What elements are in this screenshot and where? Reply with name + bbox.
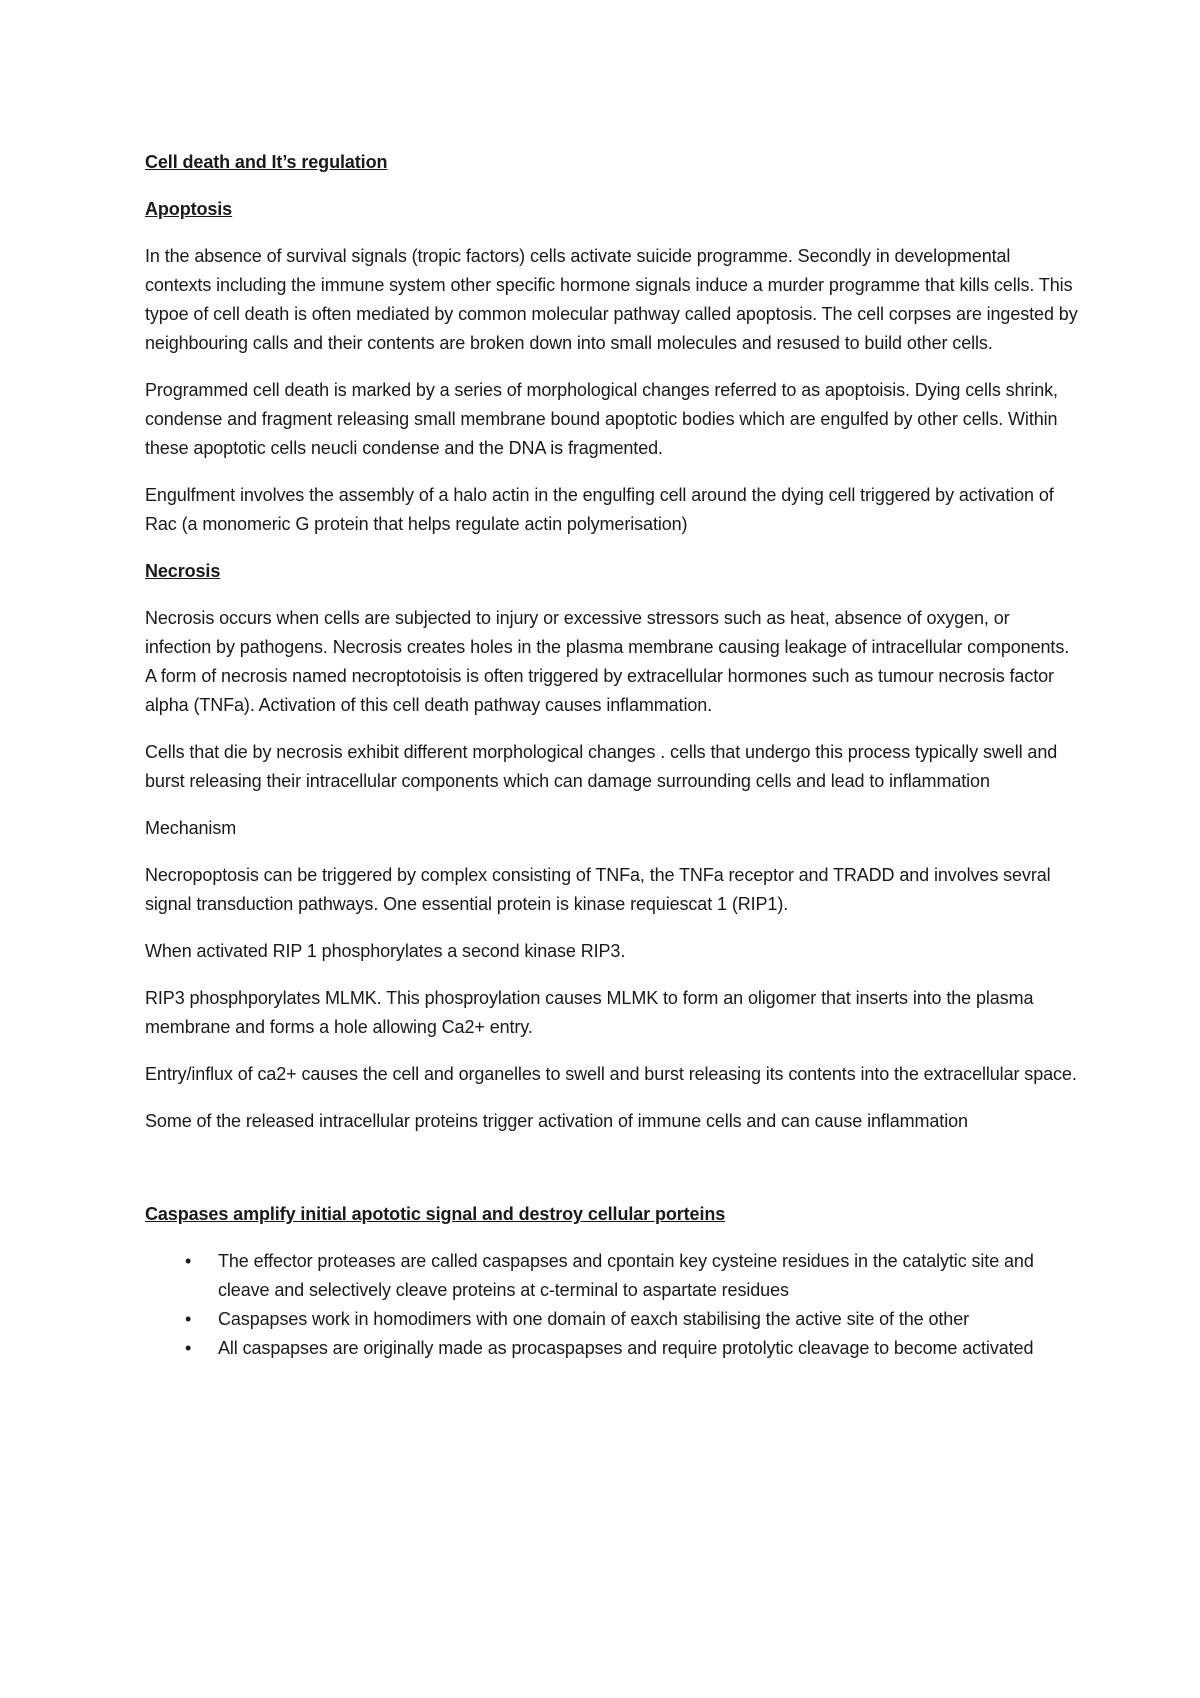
list-item xyxy=(145,1334,1080,1363)
mechanism-paragraph: Some of the released intracellular proteins trigger activation of immune cells and can cause inflammation xyxy=(145,1111,968,1131)
section-heading-caspases: Caspases amplify initial apototic signal and destroy cellular porteins xyxy=(145,1204,726,1224)
list-item-text: All caspapses are originally made as procaspapses and require protolytic cleavage to become activated xyxy=(218,1338,1034,1358)
apoptosis-paragraph: In the absence of survival signals (tropic factors) cells activate suicide programme. Secondly in developmental contexts including the immune system other specific hormone signals induce a murder programme that kills cells. This typoe of cell death is often mediated by common molecular pathway called apoptosis. The cell corpses are ingested by neighbouring calls and their contents are broken down into small molecules and resused to build other cells. xyxy=(145,246,1078,353)
apoptosis-paragraph: Programmed cell death is marked by a series of morphological changes referred to as apoptoisis. Dying cells shrink, condense and fragment releasing small membrane bound apoptotic bodies which are engulfed by other cells. Within these apoptotic cells neucli condense and the DNA is fragmented. xyxy=(145,380,1058,458)
document-page xyxy=(145,148,1080,1363)
necrosis-paragraph: Cells that die by necrosis exhibit different morphological changes . cells that undergo this process typically swell and burst releasing their intracellular components which can damage surrounding cells and lead to inflammation xyxy=(145,742,1058,791)
list-item-text: The effector proteases are called caspapses and cpontain key cysteine residues in the catalytic site and cleave and selectively cleave proteins at c-terminal to aspartate residues xyxy=(218,1251,1034,1300)
bullet-icon: • xyxy=(185,1309,192,1329)
blank-line xyxy=(145,1154,1080,1200)
apoptosis-paragraph: Engulfment involves the assembly of a halo actin in the engulfing cell around the dying cell triggered by activation of Rac (a monomeric G protein that helps regulate actin polymerisation) xyxy=(145,485,1054,534)
caspases-bullet-list xyxy=(145,1247,1080,1363)
bullet-icon: • xyxy=(185,1251,192,1271)
section-heading-mechanism: Mechanism xyxy=(145,818,237,838)
mechanism-paragraph: Entry/influx of ca2+ causes the cell and organelles to swell and burst releasing its contents into the extracellular space. xyxy=(145,1064,1077,1084)
mechanism-paragraph: When activated RIP 1 phosphorylates a second kinase RIP3. xyxy=(145,941,626,961)
bullet-icon: • xyxy=(185,1338,192,1358)
section-heading-apoptosis: Apoptosis xyxy=(145,199,233,219)
section-heading-necrosis: Necrosis xyxy=(145,561,221,581)
necrosis-paragraph: Necrosis occurs when cells are subjected to injury or excessive stressors such as heat, absence of oxygen, or infection by pathogens. Necrosis creates holes in the plasma membrane causing leakage of intracellular components. A form of necrosis named necroptotoisis is often triggered by extracellular hormones such as tumour necrosis factor alpha (TNFa). Activation of this cell death pathway causes inflammation. xyxy=(145,608,1070,715)
mechanism-paragraph: Necropoptosis can be triggered by complex consisting of TNFa, the TNFa receptor and TRADD and involves sevral signal transduction pathways. One essential protein is kinase requiescat 1 (RIP1). xyxy=(145,865,1051,914)
list-item-text: Caspapses work in homodimers with one domain of eaxch stabilising the active site of the other xyxy=(218,1309,969,1329)
document-title: Cell death and It’s regulation xyxy=(145,152,388,172)
mechanism-paragraph: RIP3 phosphporylates MLMK. This phosproylation causes MLMK to form an oligomer that inserts into the plasma membrane and forms a hole allowing Ca2+ entry. xyxy=(145,988,1034,1037)
list-item xyxy=(145,1305,1080,1334)
list-item xyxy=(145,1247,1080,1305)
